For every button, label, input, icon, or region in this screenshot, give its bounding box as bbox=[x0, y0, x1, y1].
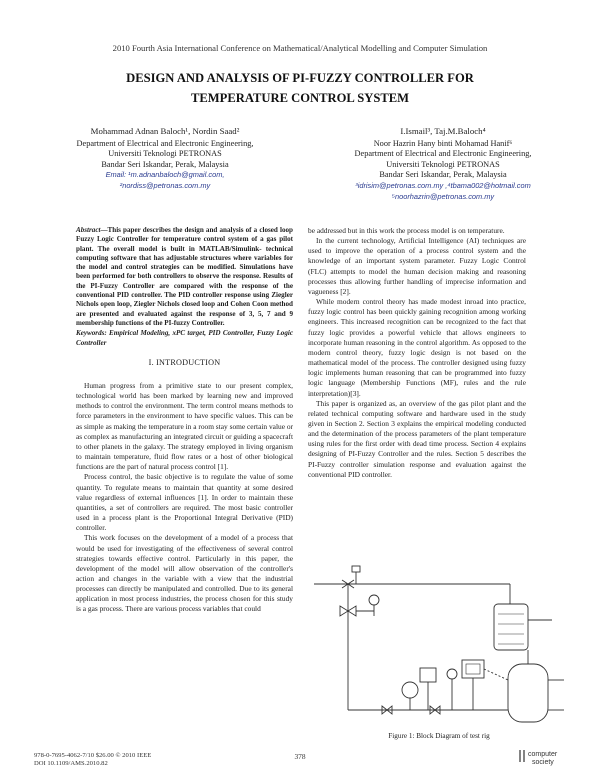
abstract-text: —This paper describes the design and analysis of a closed loop Fuzzy Logic Controller for temperature control system of a gas pilot plant. The overall model is built in MATLAB/Simulink- technical computing software that has adjustable structures where variables for the model and control strategies can be modified. Simulations have been performed for both controllers to observe the response. Results of the PI-Fuzzy Controller are compared with the response of the conventional PID controller. The PID controller response using Ziegler Nichols open loop, Ziegler Nichols closed loop and Cohen Coon method are presented and evaluated against the response of 3, 5, 7 and 9 membership functions of the PI-fuzzy Controller. bbox=[76, 226, 293, 327]
paragraph: In the current technology, Artificial Intelligence (AI) techniques are used to improve the operation of a process control system and the knowledge of an important system parameter. Fuzzy Logic Control (FLC) attempts to model the human decision making and reasoning processes thus allowing further handling of imprecise information and vagueness [2]. bbox=[308, 236, 526, 296]
heat-exchanger bbox=[494, 604, 528, 650]
left-column bbox=[76, 226, 293, 615]
paragraph: be addressed but in this work the process model is on temperature. bbox=[308, 226, 505, 235]
author-names: I.Ismail³, Taj.M.Baloch⁴ bbox=[400, 126, 486, 136]
authors-right bbox=[318, 126, 568, 202]
email-line[interactable]: Email: ¹m.adnanbaloch@gmail.com, bbox=[105, 170, 225, 180]
email-line[interactable]: ⁵noorhazrin@petronas.com.my bbox=[391, 191, 495, 201]
paragraph: This work focuses on the development of a model of a process that would be used for investigating of the effectiveness of several control strategies towards effective control. Particularly in this paper, the development of the model will allow observation of the controller's action and changes in the variable with a view that the industrial processes can directly be manipulated and controlled. Due to its general application in most process industries, the process chosen for this study is a gas process. There are various process variables that could bbox=[76, 533, 293, 614]
page-number: 378 bbox=[294, 752, 306, 761]
vessel bbox=[508, 664, 548, 722]
abstract-lead: Abstract bbox=[76, 226, 101, 234]
title-line-2: TEMPERATURE CONTROL SYSTEM bbox=[190, 91, 410, 105]
paragraph: Human progress from a primitive state to our present complex, technological world has been marked by learning new and improved methods to control the environment. The term control means methods to force parameters in the environment to have specific values. This can be as simple as making the temperature in a room stay some certain value or as complex as manufacturing an integrated circuit or guiding a spacecraft to other planets in the galaxy. The strategy employed in living organism to maintain temperature, fluid flow rates or a host of other biological functions are the part of natural process control [1]. bbox=[76, 381, 293, 472]
logo-text-computer: computer bbox=[528, 751, 558, 758]
affiliation-line: Noor Hazrin Hany binti Mohamad Hanif⁶ bbox=[373, 138, 513, 148]
author-names: Mohammad Adnan Baloch¹, Nordin Saad² bbox=[90, 126, 240, 136]
paper-title bbox=[60, 68, 540, 108]
controller-box bbox=[462, 660, 484, 678]
email-line[interactable]: ²nordiss@petronas.com.my bbox=[119, 180, 211, 190]
paragraph: While modern control theory has made modest inroad into practice, fuzzy logic control has been quickly gaining recognition among working engineers. This increased recognition can be recognized to the fact that fuzzy logic provides a powerful vehicle that allows engineers to incorporate human reasoning in the control algorithm. As opposed to the modern control theory, fuzzy logic design is not based on the mathematical model of the process. The controller designed using fuzzy logic implements human reasoning that can be programmed into fuzzy logic language (Membership Functions (MF), rules and the rule interpretation)[3]. bbox=[308, 297, 526, 398]
instrument-bubble-2 bbox=[447, 669, 457, 679]
computer-society-logo bbox=[518, 746, 564, 768]
instrument-bubble bbox=[369, 595, 379, 605]
email-line[interactable]: ³idrisim@petronas.com.my ,⁴tbama002@hotmail.com bbox=[355, 180, 531, 190]
logo-text-society: society bbox=[532, 759, 554, 766]
affiliation-line: Department of Electrical and Electronic Engineering, bbox=[354, 149, 532, 159]
doi-line: DOI 10.1109/AMS.2010.82 bbox=[34, 760, 108, 768]
right-column bbox=[308, 226, 526, 480]
affiliation-line: Bandar Seri Iskandar, Perak, Malaysia bbox=[101, 159, 229, 169]
keywords: Keywords: Empirical Modeling, xPC target, PID Controller, Fuzzy Logic Controller bbox=[76, 329, 293, 347]
transmitter-box bbox=[420, 668, 436, 682]
title-line-1: DESIGN AND ANALYSIS OF PI-FUZZY CONTROLLER FOR bbox=[126, 71, 474, 85]
section-heading: I. INTRODUCTION bbox=[148, 357, 221, 367]
logo-mark bbox=[520, 750, 524, 762]
test-rig-diagram bbox=[312, 560, 567, 730]
conference-header: 2010 Fourth Asia International Conference on Mathematical/Analytical Modelling and Computer Simulation bbox=[112, 43, 488, 53]
affiliation-line: Department of Electrical and Electronic Engineering, bbox=[76, 138, 254, 148]
authors-left bbox=[40, 126, 290, 192]
figure-caption: Figure 1: Block Diagram of test rig bbox=[388, 732, 490, 740]
affiliation-line: Universiti Teknologi PETRONAS bbox=[108, 149, 222, 159]
pump bbox=[402, 682, 418, 698]
isbn-line: 978-0-7695-4062-7/10 $26.00 © 2010 IEEE bbox=[34, 752, 152, 759]
abstract bbox=[76, 226, 293, 328]
affiliation-line: Bandar Seri Iskandar, Perak, Malaysia bbox=[379, 170, 507, 180]
paragraph: Process control, the basic objective is to regulate the value of some quantity. To regulate means to maintain that quantity at some desired value regardless of external influences [1]. In order to maintain these quantities, a set of controllers are required. The most basic controller used in a process plant is the Proportional Integral Derivative (PID) controller. bbox=[76, 472, 293, 533]
footer-identifiers bbox=[34, 752, 151, 769]
paragraph: This paper is organized as, an overview of the gas pilot plant and the related technical computing software and hardware used in the study given in Section 2. Section 3 explains the empirical modeling conducted and the determination of the process parameters of the plant temperature using rules for the first order with dead time process. Section 4 explains designing of PI-Fuzzy Controller and the rules. Section 5 describes the PI-Fuzzy controller simulation response and evaluation against the conventional PID controller. bbox=[308, 398, 526, 479]
affiliation-line: Universiti Teknologi PETRONAS bbox=[386, 159, 500, 169]
